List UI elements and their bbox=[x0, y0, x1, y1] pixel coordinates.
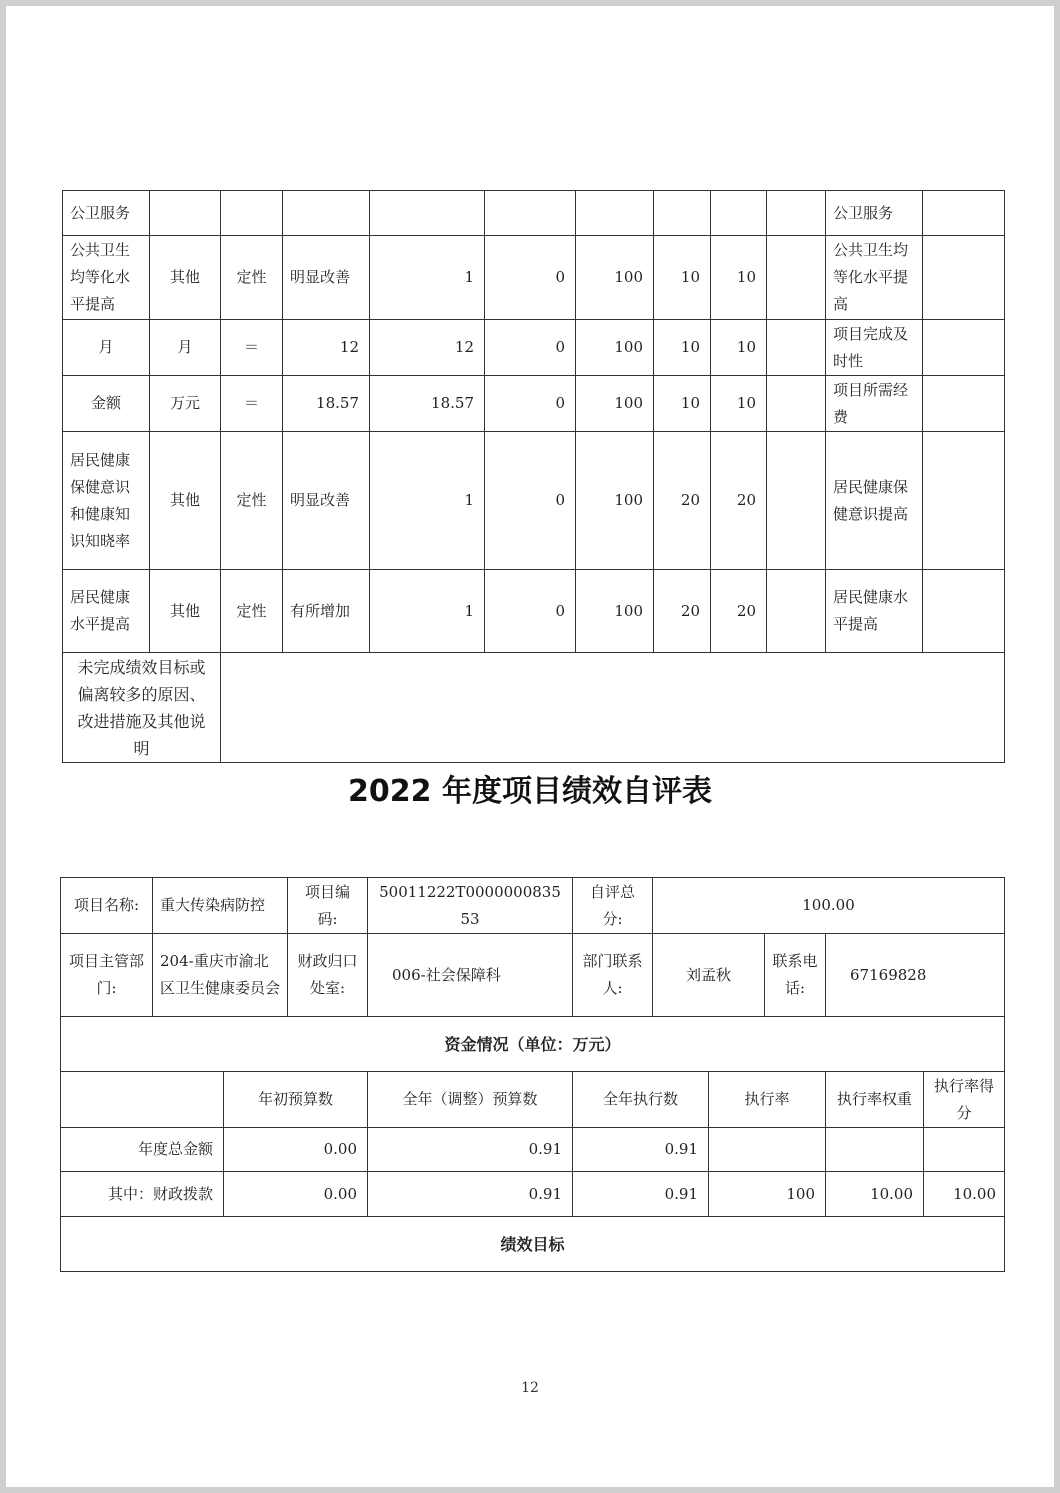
op-cell: ＝ bbox=[221, 320, 283, 376]
page-number: 12 bbox=[521, 1380, 539, 1396]
remark-cell bbox=[767, 320, 826, 376]
phone-value: 67169828 bbox=[826, 934, 1005, 1017]
finance-value: 006-社会保障科 bbox=[368, 934, 573, 1017]
deviation-cell: 0 bbox=[485, 236, 576, 320]
rate-weight: 10.00 bbox=[826, 1172, 924, 1217]
rate-weight bbox=[826, 1128, 924, 1172]
table-row bbox=[61, 878, 1005, 934]
target-value-cell: 18.57 bbox=[283, 376, 370, 432]
contact-label: 部门联系人: bbox=[573, 934, 653, 1017]
col-header: 年初预算数 bbox=[224, 1072, 368, 1128]
table-row bbox=[63, 320, 1005, 376]
contact-value: 刘孟秋 bbox=[653, 934, 765, 1017]
funds-header: 资金情况（单位：万元） bbox=[61, 1017, 1005, 1072]
table-row bbox=[63, 376, 1005, 432]
rate-score bbox=[924, 1128, 1005, 1172]
dept-value: 204-重庆市渝北区卫生健康委员会 bbox=[153, 934, 288, 1017]
adjusted-budget: 0.91 bbox=[368, 1128, 573, 1172]
project-code: 50011222T000000083553 bbox=[368, 878, 573, 934]
score-label: 自评总分: bbox=[573, 878, 653, 934]
score-cell: 10 bbox=[711, 320, 767, 376]
actual-value-cell: 1 bbox=[370, 570, 485, 653]
target-cell: 居民健康保健意识提高 bbox=[826, 432, 923, 570]
target-cell: 公卫服务 bbox=[826, 191, 923, 236]
table-row bbox=[63, 432, 1005, 570]
deviation-cell: 0 bbox=[485, 320, 576, 376]
target-value-cell: 明显改善 bbox=[283, 432, 370, 570]
project-code-label: 项目编码: bbox=[288, 878, 368, 934]
indicator-cell: 月 bbox=[63, 320, 150, 376]
indicator-cell: 居民健康水平提高 bbox=[63, 570, 150, 653]
unit-cell: 万元 bbox=[150, 376, 221, 432]
score-cell: 20 bbox=[711, 432, 767, 570]
table-row bbox=[61, 1217, 1005, 1272]
weight-cell: 10 bbox=[654, 376, 711, 432]
finance-label: 财政归口处室: bbox=[288, 934, 368, 1017]
table-row bbox=[61, 1128, 1005, 1172]
completion-cell: 100 bbox=[576, 376, 654, 432]
executed-amount: 0.91 bbox=[573, 1172, 709, 1217]
row-label: 年度总金额 bbox=[61, 1128, 224, 1172]
deviation-cell: 0 bbox=[485, 376, 576, 432]
col-header: 全年执行数 bbox=[573, 1072, 709, 1128]
project-name: 重大传染病防控 bbox=[153, 878, 288, 934]
execution-rate bbox=[709, 1128, 826, 1172]
remark-cell bbox=[767, 236, 826, 320]
target-value-cell: 有所增加 bbox=[283, 570, 370, 653]
initial-budget: 0.00 bbox=[224, 1128, 368, 1172]
weight-cell: 20 bbox=[654, 432, 711, 570]
indicator-table bbox=[62, 190, 1005, 763]
col-header: 执行率得分 bbox=[924, 1072, 1005, 1128]
score-cell: 10 bbox=[711, 236, 767, 320]
target-value-cell: 明显改善 bbox=[283, 236, 370, 320]
weight-cell: 10 bbox=[654, 320, 711, 376]
table-row bbox=[61, 1172, 1005, 1217]
actual-value-cell: 18.57 bbox=[370, 376, 485, 432]
initial-budget: 0.00 bbox=[224, 1172, 368, 1217]
completion-cell: 100 bbox=[576, 236, 654, 320]
unit-cell: 其他 bbox=[150, 432, 221, 570]
table-row bbox=[63, 653, 1005, 763]
target-value-cell: 12 bbox=[283, 320, 370, 376]
target-cell: 公共卫生均等化水平提高 bbox=[826, 236, 923, 320]
op-cell: 定性 bbox=[221, 570, 283, 653]
op-cell: ＝ bbox=[221, 376, 283, 432]
target-cell: 项目所需经费 bbox=[826, 376, 923, 432]
indicator-cell: 公卫服务 bbox=[63, 191, 150, 236]
completion-cell: 100 bbox=[576, 432, 654, 570]
explain-label: 未完成绩效目标或偏离较多的原因、改进措施及其他说明 bbox=[63, 653, 221, 763]
phone-label: 联系电话: bbox=[765, 934, 826, 1017]
remark-cell bbox=[767, 432, 826, 570]
score-cell: 20 bbox=[711, 570, 767, 653]
indicator-cell: 居民健康保健意识和健康知识知晓率 bbox=[63, 432, 150, 570]
col-header: 执行率 bbox=[709, 1072, 826, 1128]
row-label: 其中：财政拨款 bbox=[61, 1172, 224, 1217]
completion-cell: 100 bbox=[576, 570, 654, 653]
deviation-cell: 0 bbox=[485, 432, 576, 570]
weight-cell: 10 bbox=[654, 236, 711, 320]
op-cell: 定性 bbox=[221, 432, 283, 570]
table-row bbox=[63, 570, 1005, 653]
remark-cell bbox=[767, 570, 826, 653]
score-cell: 10 bbox=[711, 376, 767, 432]
dept-label: 项目主管部门: bbox=[61, 934, 153, 1017]
rate-score: 10.00 bbox=[924, 1172, 1005, 1217]
page-title: 2022 年度项目绩效自评表 bbox=[348, 774, 712, 809]
actual-value-cell: 1 bbox=[370, 432, 485, 570]
execution-rate: 100 bbox=[709, 1172, 826, 1217]
weight-cell: 20 bbox=[654, 570, 711, 653]
executed-amount: 0.91 bbox=[573, 1128, 709, 1172]
table-row bbox=[61, 934, 1005, 1017]
table-row bbox=[63, 191, 1005, 236]
target-cell: 项目完成及时性 bbox=[826, 320, 923, 376]
actual-value-cell: 1 bbox=[370, 236, 485, 320]
table-row bbox=[61, 1072, 1005, 1128]
table-row bbox=[63, 236, 1005, 320]
table-row bbox=[61, 1017, 1005, 1072]
unit-cell: 月 bbox=[150, 320, 221, 376]
col-header: 执行率权重 bbox=[826, 1072, 924, 1128]
actual-value-cell: 12 bbox=[370, 320, 485, 376]
completion-cell: 100 bbox=[576, 320, 654, 376]
unit-cell: 其他 bbox=[150, 236, 221, 320]
col-header: 全年（调整）预算数 bbox=[368, 1072, 573, 1128]
target-cell: 居民健康水平提高 bbox=[826, 570, 923, 653]
goals-header: 绩效目标 bbox=[61, 1217, 1005, 1272]
indicator-cell: 公共卫生均等化水平提高 bbox=[63, 236, 150, 320]
remark-cell bbox=[767, 376, 826, 432]
deviation-cell: 0 bbox=[485, 570, 576, 653]
unit-cell: 其他 bbox=[150, 570, 221, 653]
project-name-label: 项目名称: bbox=[61, 878, 153, 934]
explain-value bbox=[221, 653, 1005, 763]
self-eval-table bbox=[60, 877, 1005, 1272]
total-score: 100.00 bbox=[653, 878, 1005, 934]
indicator-cell: 金额 bbox=[63, 376, 150, 432]
adjusted-budget: 0.91 bbox=[368, 1172, 573, 1217]
op-cell: 定性 bbox=[221, 236, 283, 320]
